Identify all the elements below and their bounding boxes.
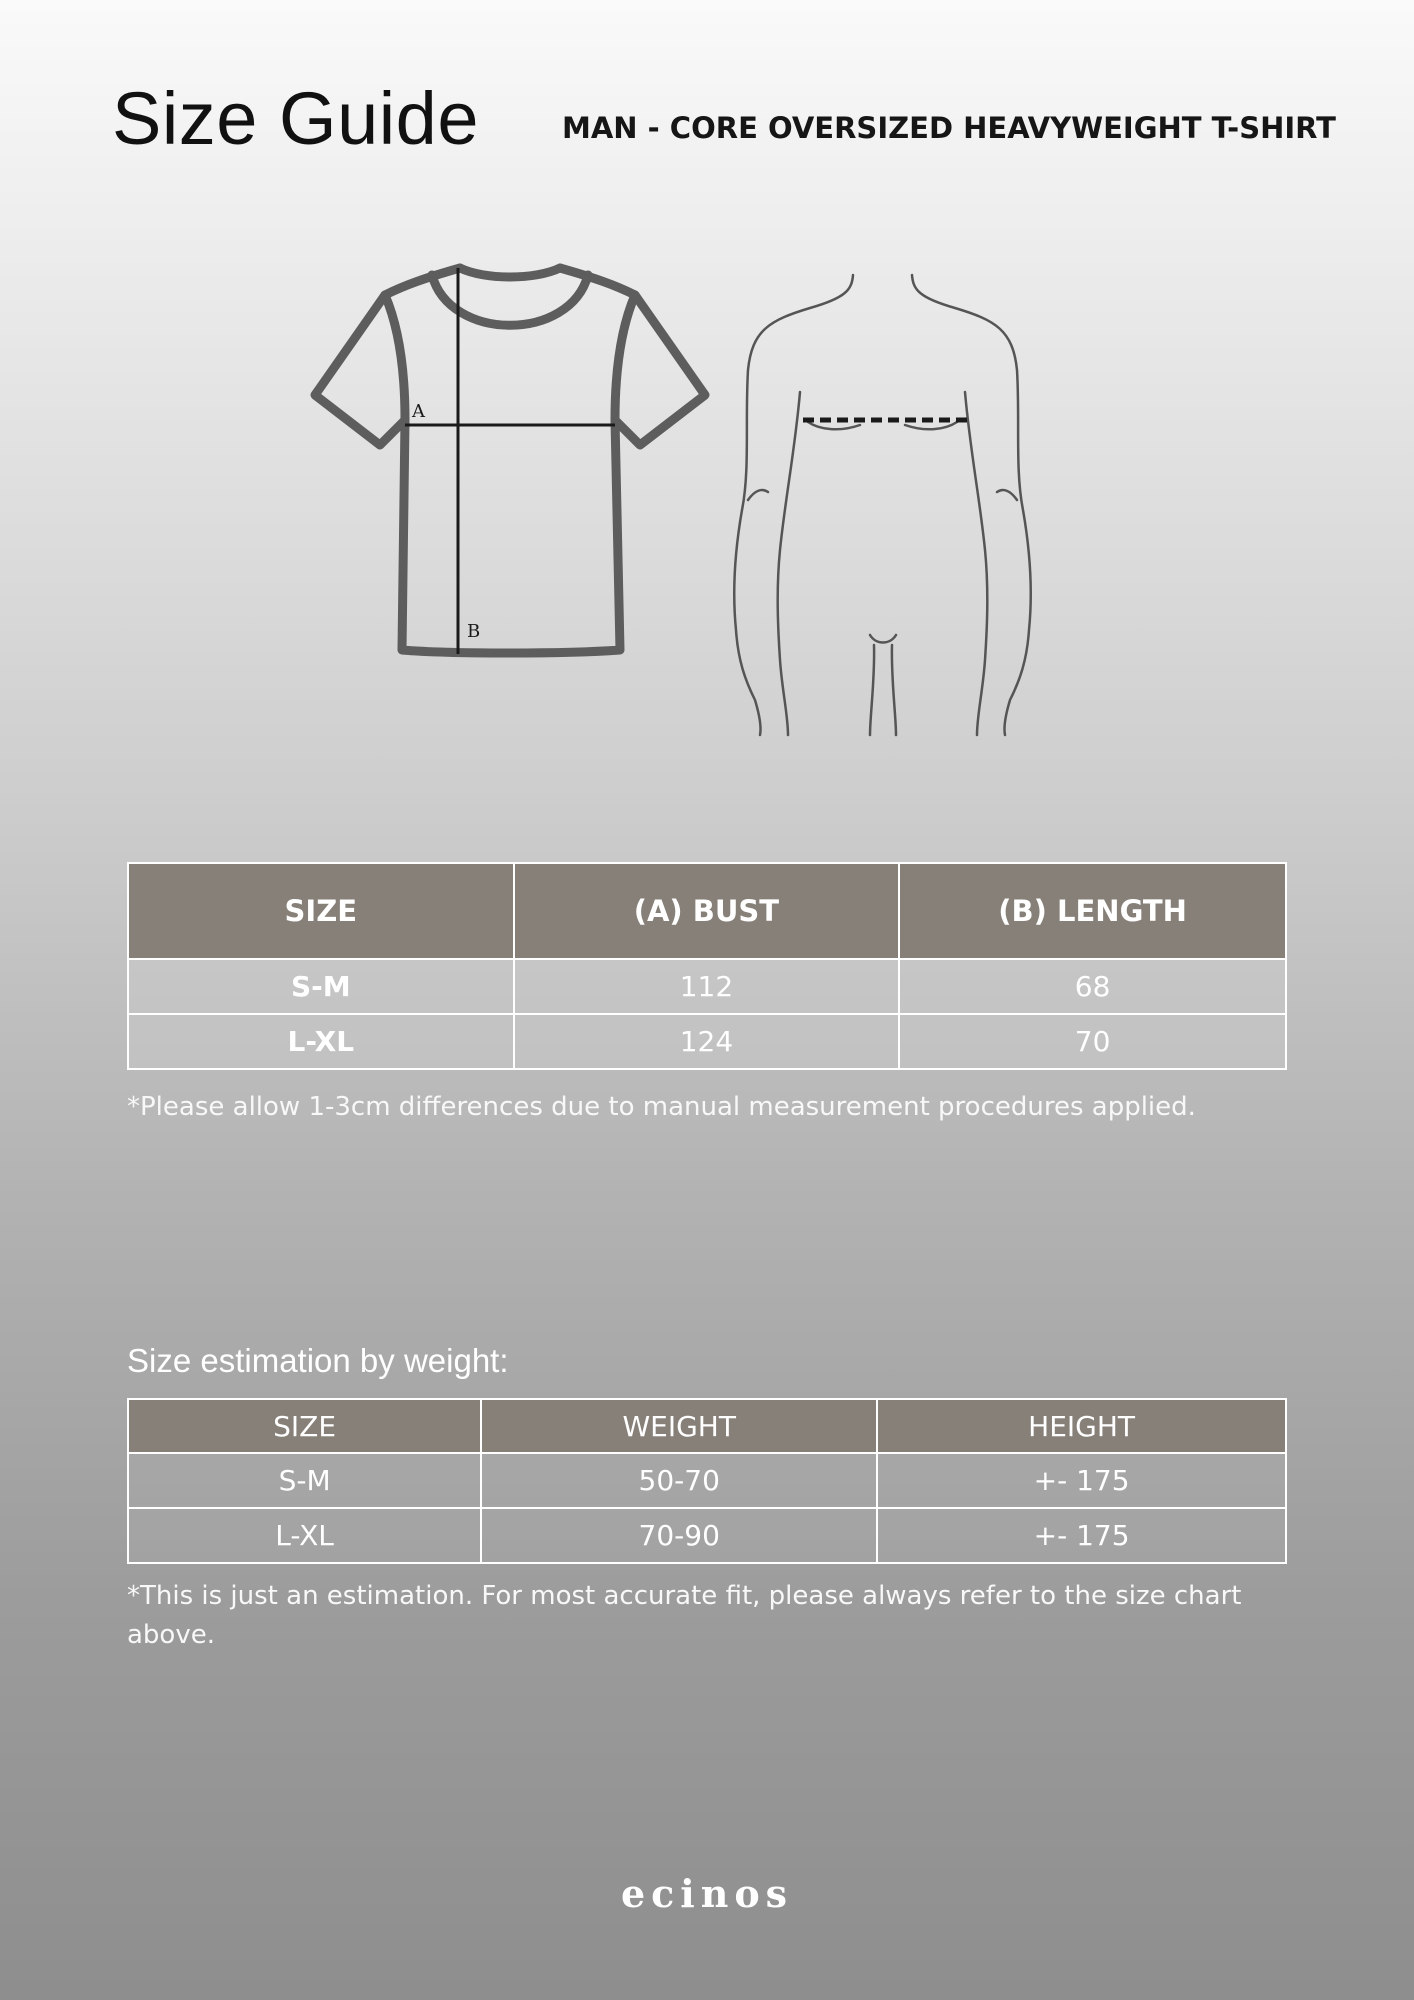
size-chart-header-bust: (A) BUST <box>514 863 900 959</box>
table-cell: +- 175 <box>877 1508 1286 1563</box>
weight-chart-header-size: SIZE <box>128 1399 481 1453</box>
weight-chart-header-weight: WEIGHT <box>481 1399 877 1453</box>
table-cell: 124 <box>514 1014 900 1069</box>
table-cell: L-XL <box>128 1014 514 1069</box>
tshirt-diagram <box>315 268 705 653</box>
body-outline <box>734 275 1031 735</box>
size-chart-header-size: SIZE <box>128 863 514 959</box>
table-cell: 70 <box>899 1014 1286 1069</box>
weight-section-heading: Size estimation by weight: <box>127 1342 509 1379</box>
table-cell: 50-70 <box>481 1453 877 1508</box>
measurement-illustration <box>300 250 1060 770</box>
page-title: Size Guide <box>112 77 479 160</box>
weight-chart-header-height: HEIGHT <box>877 1399 1286 1453</box>
label-b: B <box>467 621 481 642</box>
size-chart-table <box>127 862 1287 1070</box>
label-a: A <box>412 401 425 422</box>
table-row <box>128 1453 1286 1508</box>
table-row <box>128 1508 1286 1563</box>
table-cell: 68 <box>899 959 1286 1014</box>
product-name: MAN - CORE OVERSIZED HEAVYWEIGHT T-SHIRT <box>562 111 1336 145</box>
table-row <box>128 1014 1286 1069</box>
table-row <box>128 959 1286 1014</box>
table-cell: S-M <box>128 959 514 1014</box>
table-cell: 112 <box>514 959 900 1014</box>
weight-chart-table <box>127 1398 1287 1564</box>
size-chart-header-row <box>128 863 1286 959</box>
table-cell: S-M <box>128 1453 481 1508</box>
table-cell: +- 175 <box>877 1453 1286 1508</box>
weight-chart-header-row <box>128 1399 1286 1453</box>
size-chart-header-length: (B) LENGTH <box>899 863 1286 959</box>
size-chart-note: *Please allow 1-3cm differences due to manual measurement procedures applied. <box>127 1092 1196 1122</box>
table-cell: 70-90 <box>481 1508 877 1563</box>
table-cell: L-XL <box>128 1508 481 1563</box>
brand-logo: ecinos <box>620 1871 794 1916</box>
weight-chart-note: *This is just an estimation. For most accurate fit, please always refer to the size chart above. <box>127 1581 1242 1650</box>
